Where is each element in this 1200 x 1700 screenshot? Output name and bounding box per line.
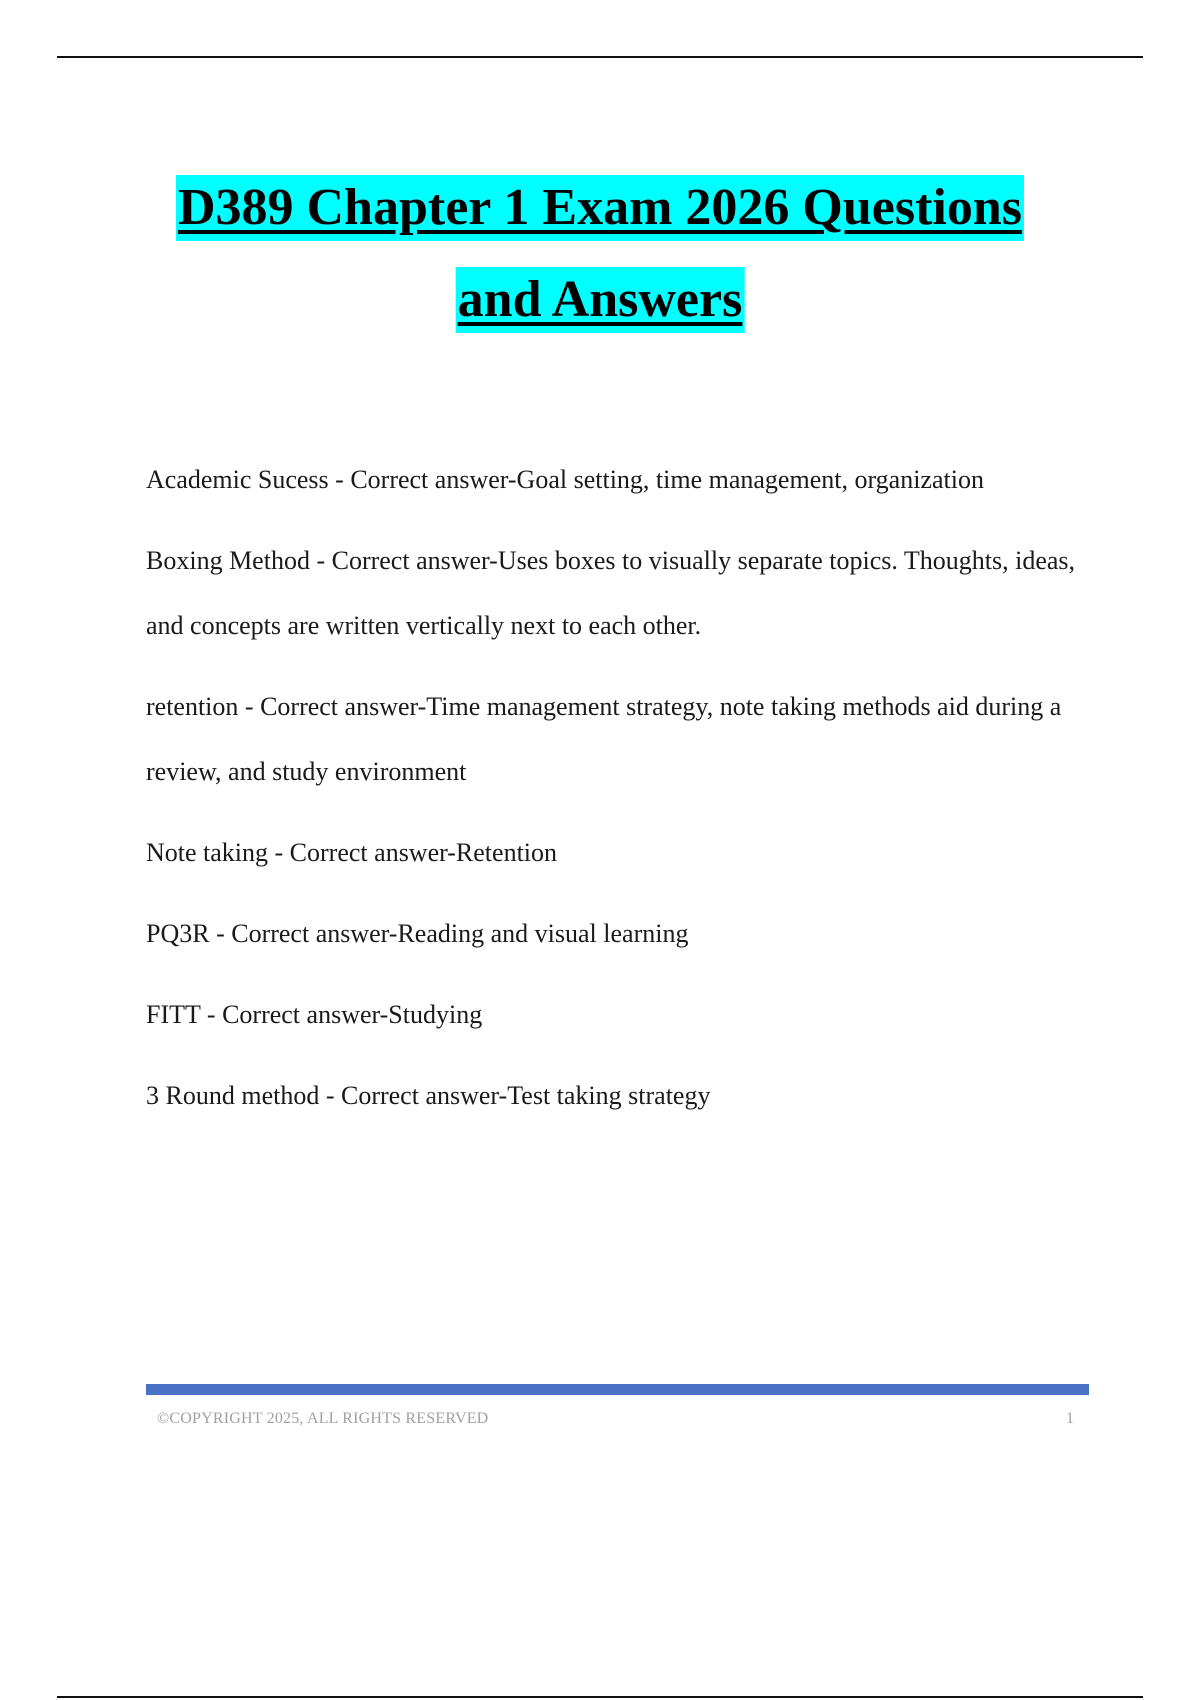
page-top-rule xyxy=(57,56,1143,58)
page-bottom-rule xyxy=(57,1696,1143,1698)
qa-item-note-taking: Note taking - Correct answer-Retention xyxy=(146,838,558,867)
qa-item-academic-success: Academic Sucess - Correct answer-Goal setting, time management, organization xyxy=(146,465,984,494)
title-line-2: and Answers xyxy=(456,267,745,333)
qa-item-boxing-method: Boxing Method - Correct answer-Uses boxes to visually separate topics. Thoughts, ideas, and concepts are written vertically next to each other. xyxy=(146,546,1076,640)
qa-item-pq3r: PQ3R - Correct answer-Reading and visual learning xyxy=(146,919,689,948)
qa-list xyxy=(146,447,1096,1144)
title-line-1: D389 Chapter 1 Exam 2026 Questions xyxy=(176,175,1024,241)
footer-bar xyxy=(146,1384,1089,1395)
qa-item-fitt: FITT - Correct answer-Studying xyxy=(146,1000,483,1029)
page-number: 1 xyxy=(1066,1410,1074,1427)
qa-item-retention: retention - Correct answer-Time management strategy, note taking methods aid during a review, and study environment xyxy=(146,692,1062,786)
footer-copyright: ©COPYRIGHT 2025, ALL RIGHTS RESERVED xyxy=(157,1410,489,1427)
qa-item-3-round-method: 3 Round method - Correct answer-Test taking strategy xyxy=(146,1081,711,1110)
